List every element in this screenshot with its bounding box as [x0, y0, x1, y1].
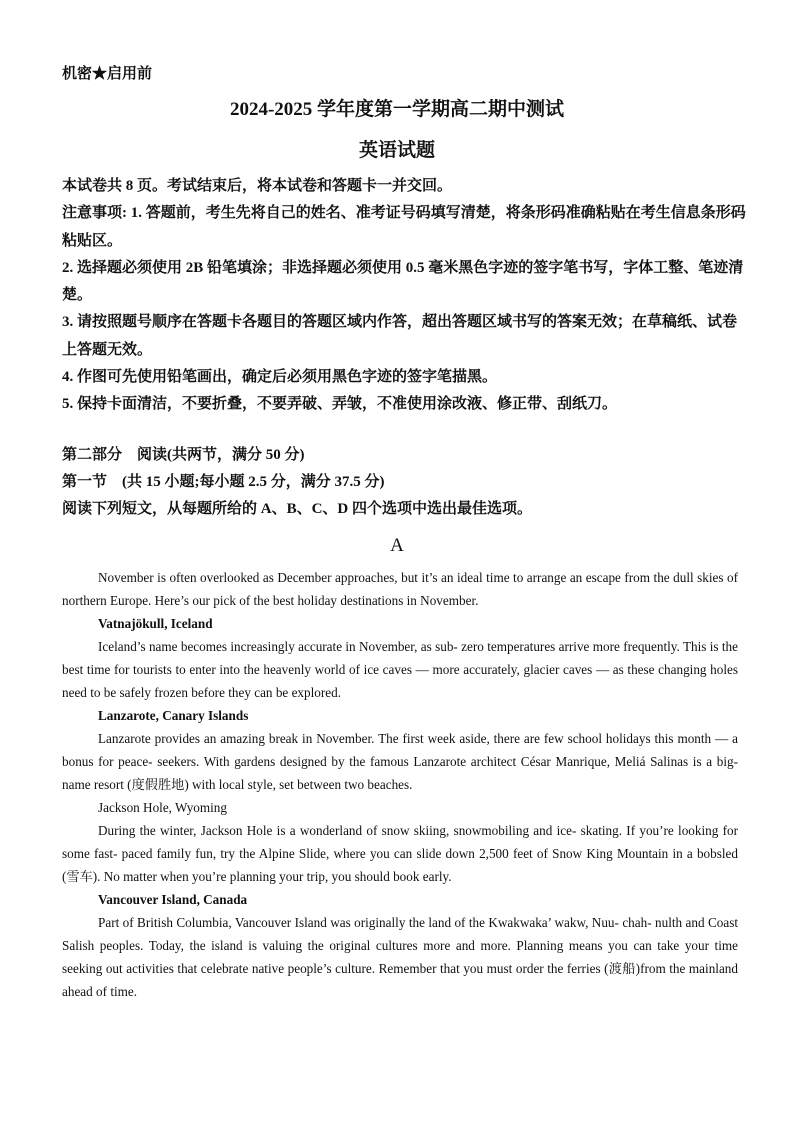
reading-passage [62, 566, 738, 1003]
instruction-line: 4. 作图可先使用铅笔画出，确定后必须用黑色字迹的签字笔描黑。 [62, 369, 498, 386]
subject-title: 英语试题 [358, 140, 435, 161]
destination-heading: Vancouver Island, Canada [98, 892, 248, 907]
confidential-label: 机密★启用前 [62, 66, 153, 82]
exam-instructions [62, 173, 746, 419]
subsection-title: 第一节 (共 15 小题;每小题 2.5 分，满分 37.5 分) [62, 474, 385, 490]
instruction-line: 3. 请按照题号顺序在答题卡各题目的答题区域内作答，超出答题区域书写的答案无效；在草稿纸、试卷上答题无效。 [62, 314, 738, 358]
instruction-line: 本试卷共 8 页。考试结束后，将本试卷和答题卡一并交回。 [62, 178, 453, 194]
reading-section-header [62, 442, 746, 523]
instruction-line: 注意事项: 1. 答题前，考生先将自己的姓名、准考证号码填写清楚，将条形码准确粘贴在考生信息条形码粘贴区。 [62, 205, 746, 249]
destination-text: During the winter, Jackson Hole is a wonderland of snow skiing, snowmobiling and ice- skating. If you’re looking for some fast- paced family fun, try the Alpine Slide, where you can slide down 2,500 feet of Snow King Mountain in a bobsled (雪车). No matter when you’re planning your trip, you should book early. [62, 823, 738, 884]
destination-text: Part of British Columbia, Vancouver Island was originally the land of the Kwakwaka’ wakw, Nuu- chah- nulth and Coast Salish peoples. Today, the island is valuing the original cultures more and more. Planning means you can take your time seeking out activities that celebrate native people’s culture. Remember that you must order the ferries (渡船)from the mainland ahead of time. [62, 915, 738, 999]
destination-heading: Vatnajökull, Iceland [98, 616, 213, 631]
section-directions: 阅读下列短文，从每题所给的 A、B、C、D 四个选项中选出最佳选项。 [62, 501, 533, 517]
instruction-line: 5. 保持卡面清洁，不要折叠，不要弄破、弄皱，不准使用涂改液、修正带、刮纸刀。 [62, 396, 618, 413]
passage-intro: November is often overlooked as December approaches, but it’s an ideal time to arrange an escape from the dull skies of northern Europe. Here’s our pick of the best holiday destinations in November. [62, 570, 738, 608]
destination-text: Iceland’s name becomes increasingly accurate in November, as sub- zero temperatures arrive more frequently. This is the best time for tourists to enter into the heavenly world of ice caves — more accurately, glacier caves — as these changing holes need to be safely frozen before they can be explored. [62, 639, 738, 700]
destination-heading: Lanzarote, Canary Islands [98, 708, 249, 723]
destination-heading: Jackson Hole, Wyoming [98, 800, 227, 815]
passage-letter: A [390, 535, 404, 556]
part-title: 第二部分 阅读(共两节，满分 50 分) [62, 447, 305, 463]
exam-title: 2024-2025 学年度第一学期高二期中测试 [229, 99, 565, 120]
instruction-line: 2. 选择题必须使用 2B 铅笔填涂；非选择题必须使用 0.5 毫米黑色字迹的签字笔书写，字体工整、笔迹清楚。 [62, 259, 744, 304]
destination-text: Lanzarote provides an amazing break in November. The first week aside, there are few school holidays this month — a bonus for peace- seekers. With gardens designed by the famous Lanzarote architect César Manrique, Meliá Salinas is a big- name resort (度假胜地) with local style, set between two beaches. [62, 731, 738, 792]
